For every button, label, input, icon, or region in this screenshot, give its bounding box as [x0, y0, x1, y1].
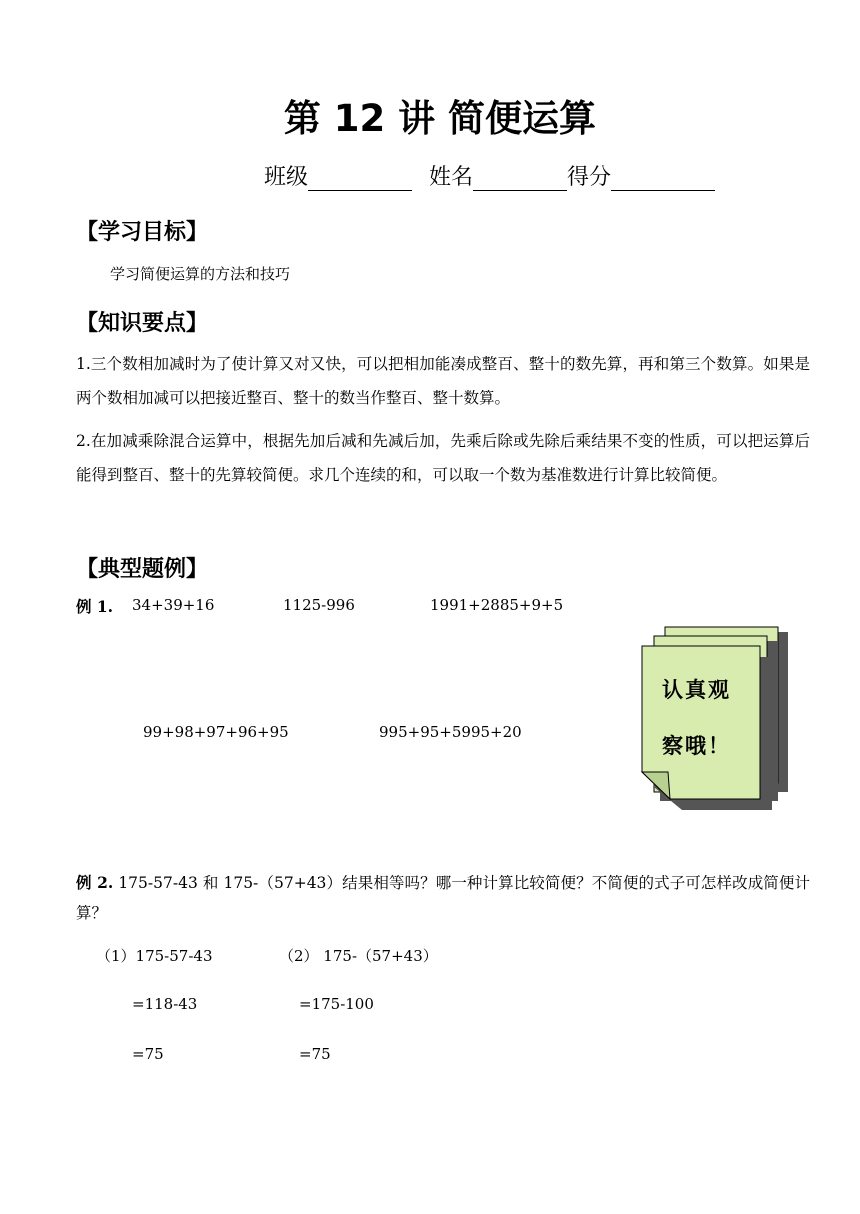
score-blank[interactable] — [611, 166, 715, 191]
example-2-question-text: 175-57-43 和 175-（57+43）结果相等吗？哪一种计算比较简便？不简便的式子可怎样改成简便计算？ — [76, 874, 810, 922]
example-2-step: =175-100 — [299, 995, 374, 1013]
example-2-step: =75 — [132, 1045, 164, 1063]
examples-heading: 【典型题例】 — [76, 557, 209, 582]
knowledge-paragraph-1: 1.三个数相加减时为了使计算又对又快，可以把相加能凑成整百、整十的数先算，再和第三个数算。如果是两个数相加减可以把接近整百、整十的数当作整百、整十数算。 — [76, 355, 810, 407]
knowledge-paragraph-2: 2.在加减乘除混合运算中，根据先加后减和先减后加，先乘后除或先除后乘结果不变的性质，可以把运算后能得到整百、整十的先算较简便。求几个连续的和，可以取一个数为基准数进行计算比较简便。 — [76, 432, 810, 484]
page-title: 第 12 讲 简便运算 — [283, 97, 597, 140]
example-1-problem: 99+98+97+96+95 — [143, 723, 289, 741]
example-2-step: （1）175-57-43 — [96, 947, 213, 965]
example-1-problem: 1125-996 — [283, 596, 355, 614]
goals-heading: 【学习目标】 — [76, 220, 209, 245]
note-line-2: 察哦！ — [662, 733, 731, 758]
goals-text: 学习简便运算的方法和技巧 — [110, 265, 291, 283]
sticky-note-graphic — [640, 622, 790, 812]
example-1-problem: 1991+2885+9+5 — [430, 596, 564, 614]
example-2-step: =75 — [299, 1045, 331, 1063]
class-blank[interactable] — [308, 166, 412, 191]
name-blank[interactable] — [473, 166, 567, 191]
class-label: 班级 — [264, 165, 309, 190]
example-1-problem: 995+95+5995+20 — [379, 723, 522, 741]
example-2-step: =118-43 — [132, 995, 198, 1013]
example-1-problem: 34+39+16 — [132, 596, 215, 614]
example-2-step: （2） 175-（57+43） — [279, 947, 438, 965]
name-label: 姓名 — [429, 165, 474, 190]
knowledge-heading: 【知识要点】 — [76, 311, 209, 336]
example-2-label: 例 2. — [76, 873, 114, 892]
example-2-question — [76, 868, 810, 928]
example-1-label: 例 1. — [76, 597, 114, 616]
score-label: 得分 — [567, 165, 612, 190]
info-line — [264, 160, 715, 191]
sticky-note-stack — [640, 622, 790, 812]
note-line-1: 认真观 — [662, 677, 731, 702]
